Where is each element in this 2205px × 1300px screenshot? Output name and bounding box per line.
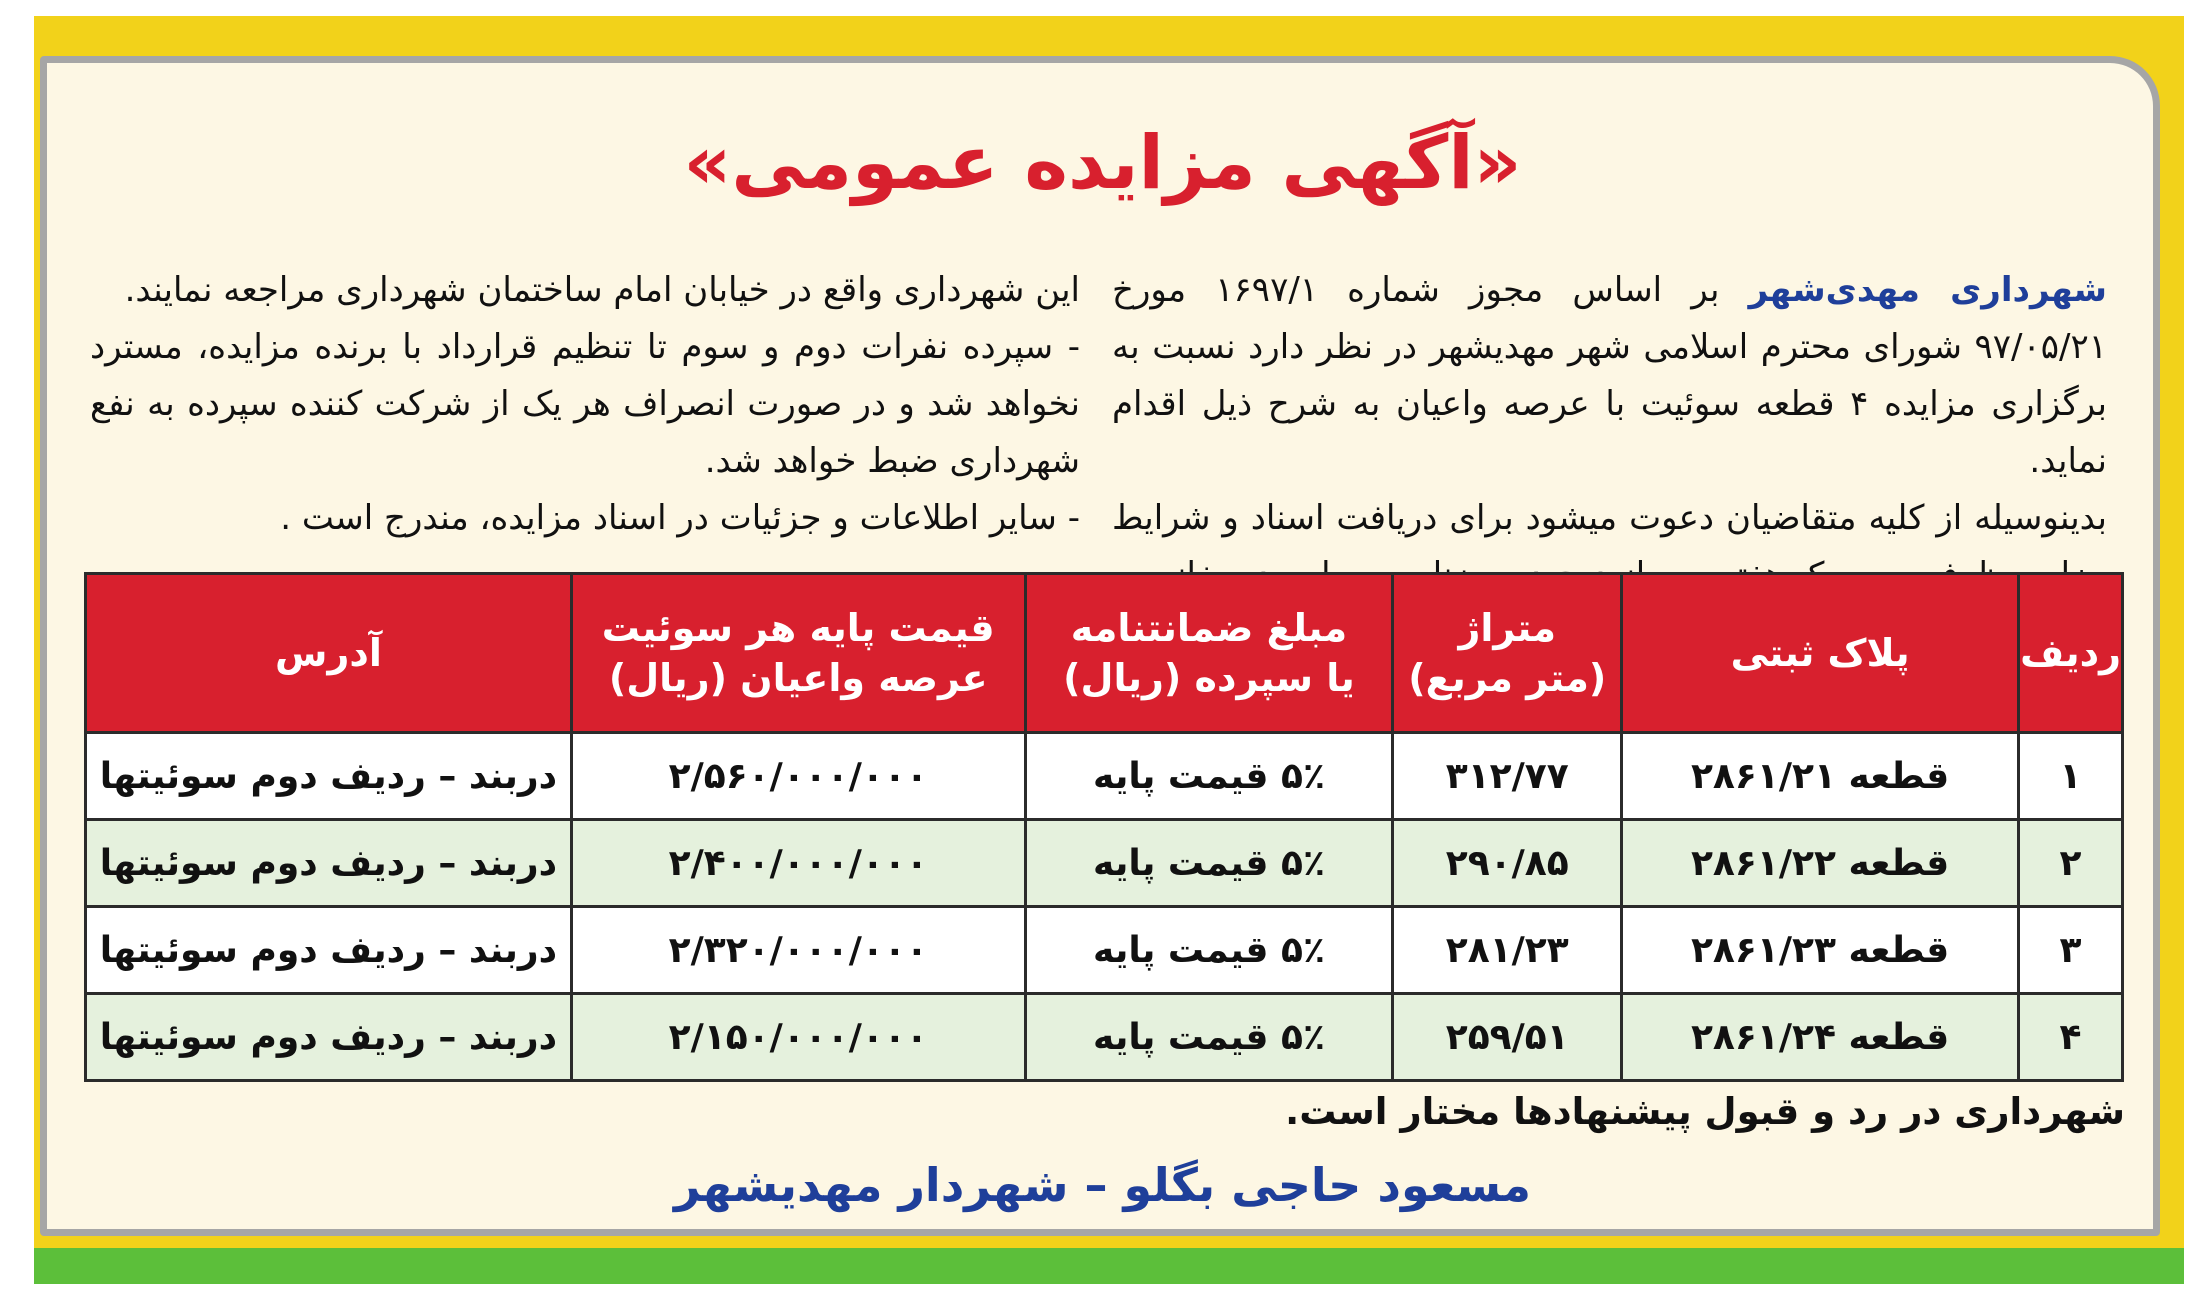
header-price: قیمت پایه هر سوئیت عرصه واعیان (ریال) <box>571 574 1025 733</box>
cell-area: ۲۵۹/۵۱ <box>1393 994 1622 1081</box>
table-row <box>86 994 2123 1081</box>
cell-row-number: ۴ <box>2019 994 2123 1081</box>
intro-paragraph-1-text: بر اساس مجوز شماره ۱۶۹۷/۱ مورخ ۹۷/۰۵/۲۱ شورای محترم اسلامی شهر مهدیشهر در نظر دارد نسبت به برگزاری مزایده ۴ قطعه سوئیت با عرصه واعیان به شرح ذیل اقدام نماید. <box>1112 270 2107 481</box>
cell-price: ۲/۱۵۰/۰۰۰/۰۰۰ <box>571 994 1025 1081</box>
cell-deposit: ۵٪ قیمت پایه <box>1025 820 1393 907</box>
header-plate: پلاک ثبتی <box>1622 574 2019 733</box>
header-area: متراژ (متر مربع) <box>1393 574 1622 733</box>
intro-left-column <box>90 262 1080 547</box>
header-row-number: ردیف <box>2019 574 2123 733</box>
cell-plate: قطعه ۲۸۶۱/۲۱ <box>1622 733 2019 820</box>
intro-right-column <box>1112 262 2107 604</box>
cell-plate: قطعه ۲۸۶۱/۲۲ <box>1622 820 2019 907</box>
table-row <box>86 907 2123 994</box>
cell-address: دربند – ردیف دوم سوئیتها <box>86 994 572 1081</box>
cell-price: ۲/۵۶۰/۰۰۰/۰۰۰ <box>571 733 1025 820</box>
cell-row-number: ۱ <box>2019 733 2123 820</box>
intro-paragraph-1 <box>1112 262 2107 490</box>
notice-title: «آگهی مزایده عمومی» <box>683 120 1522 206</box>
cell-area: ۲۸۱/۲۳ <box>1393 907 1622 994</box>
table-row <box>86 733 2123 820</box>
signature: مسعود حاجی بگلو – شهردار مهدیشهر <box>673 1158 1532 1212</box>
cell-area: ۳۱۲/۷۷ <box>1393 733 1622 820</box>
municipality-name: شهرداری مهدی‌شهر <box>1748 270 2107 310</box>
intro-paragraph-3: این شهرداری واقع در خیابان امام ساختمان شهرداری مراجعه نمایند. <box>124 270 1080 310</box>
cell-plate: قطعه ۲۸۶۱/۲۳ <box>1622 907 2019 994</box>
auction-table <box>84 572 2124 1082</box>
header-deposit: مبلغ ضمانتنامه یا سپرده (ریال) <box>1025 574 1393 733</box>
cell-deposit: ۵٪ قیمت پایه <box>1025 994 1393 1081</box>
intro-paragraph-5: - سایر اطلاعات و جزئیات در اسناد مزایده، مندرج است . <box>280 498 1080 538</box>
footer-notice: شهرداری در رد و قبول پیشنهادها مختار است. <box>1285 1090 2125 1133</box>
cell-address: دربند – ردیف دوم سوئیتها <box>86 733 572 820</box>
cell-row-number: ۲ <box>2019 820 2123 907</box>
cell-address: دربند – ردیف دوم سوئیتها <box>86 907 572 994</box>
header-address: آدرس <box>86 574 572 733</box>
intro-paragraph-2: بدینوسیله از کلیه متقاضیان دعوت میشود برای دریافت اسناد و شرایط <box>1112 498 2107 538</box>
cell-deposit: ۵٪ قیمت پایه <box>1025 907 1393 994</box>
cell-deposit: ۵٪ قیمت پایه <box>1025 733 1393 820</box>
table-header-row <box>86 574 2123 733</box>
intro-paragraph-4: - سپرده نفرات دوم و سوم تا تنظیم قرارداد با برنده مزایده، مسترد نخواهد شد و در صورت انصراف هر یک از شرکت کننده سپرده به نفع شهرداری ضبط خواهد شد. <box>90 327 1080 481</box>
table-row <box>86 820 2123 907</box>
cell-price: ۲/۴۰۰/۰۰۰/۰۰۰ <box>571 820 1025 907</box>
cell-area: ۲۹۰/۸۵ <box>1393 820 1622 907</box>
cell-address: دربند – ردیف دوم سوئیتها <box>86 820 572 907</box>
cell-plate: قطعه ۲۸۶۱/۲۴ <box>1622 994 2019 1081</box>
cell-price: ۲/۳۲۰/۰۰۰/۰۰۰ <box>571 907 1025 994</box>
frame-green <box>34 1248 2184 1284</box>
cell-row-number: ۳ <box>2019 907 2123 994</box>
